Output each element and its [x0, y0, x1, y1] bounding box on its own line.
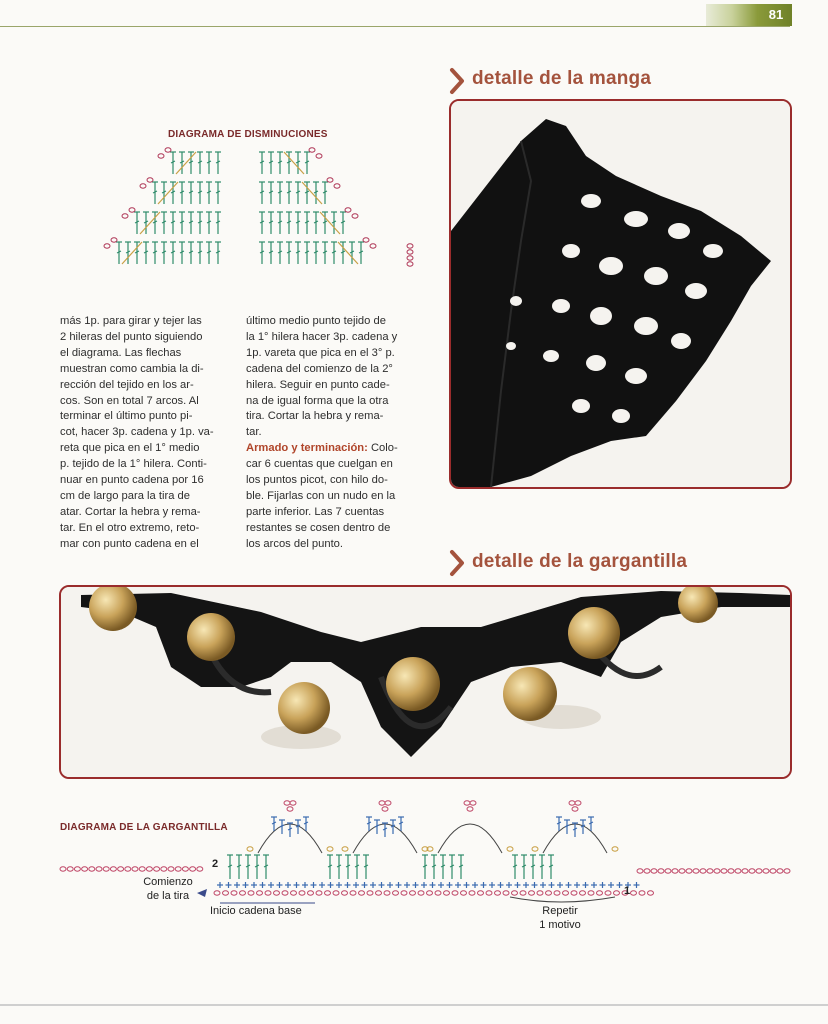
text-line: Colo- — [367, 442, 398, 455]
chain-mark — [316, 891, 322, 895]
chain-mark — [103, 867, 109, 871]
chain-mark — [686, 869, 692, 873]
chain-mark — [644, 869, 650, 873]
chain-mark — [118, 867, 124, 871]
text-line: último medio punto tejido de — [246, 315, 386, 327]
chain-mark — [679, 869, 685, 873]
chain-mark — [486, 891, 492, 895]
chain-mark — [749, 869, 755, 873]
chain-mark — [367, 891, 373, 895]
decrease-diagram-title: DIAGRAMA DE DISMINUCIONES — [168, 129, 328, 140]
text-line: la 1° hilera hacer 3p. cadena y — [246, 330, 398, 343]
chain-mark — [165, 148, 171, 152]
chain-mark — [376, 891, 382, 895]
chain-mark — [728, 869, 734, 873]
chain-mark — [777, 869, 783, 873]
chain-mark — [784, 869, 790, 873]
repeat-label — [515, 904, 605, 932]
chain-mark — [614, 891, 620, 895]
text-line: 1p. vareta que pica en el 3° p. — [246, 346, 395, 359]
chain-mark — [350, 891, 356, 895]
chain-mark — [282, 891, 288, 895]
arrow-mark — [158, 182, 178, 204]
text-line: p. tejido de la 1° hilera. Conti- — [60, 458, 207, 471]
chain-mark — [470, 801, 476, 805]
text-line: cadena del comienzo de la 2° — [246, 362, 393, 375]
page-number: 81 — [768, 7, 784, 22]
text-line: cos. Son en total 7 arcos. Al — [60, 394, 199, 407]
chain-mark — [197, 867, 203, 871]
chain-mark — [82, 867, 88, 871]
chain-mark — [444, 891, 450, 895]
text-line: muestran como cambia la di- — [60, 362, 204, 375]
text-line: ble. Fijarlas con un nudo en la — [246, 489, 396, 502]
sleeve-illustration — [451, 101, 790, 487]
chain-mark — [334, 184, 340, 188]
chain-mark — [265, 891, 271, 895]
text-line: tar. En el otro extremo, reto- — [60, 521, 200, 534]
chain-mark — [190, 867, 196, 871]
start-label-line: de la tira — [146, 890, 190, 902]
chain-mark — [104, 244, 110, 248]
text-line: el diagrama. Las flechas — [60, 346, 182, 359]
chain-mark — [122, 214, 128, 218]
chain-mark — [125, 867, 131, 871]
chain-mark — [110, 867, 116, 871]
chain-mark — [637, 869, 643, 873]
chain-mark — [290, 801, 296, 805]
sleeve-photo — [449, 99, 792, 489]
chain-mark — [520, 891, 526, 895]
start-label — [128, 875, 208, 903]
chain-mark — [327, 178, 333, 182]
chain-mark — [735, 869, 741, 873]
text-line: mar con punto cadena en el — [60, 537, 199, 550]
chain-mark — [214, 891, 220, 895]
chain-mark — [257, 891, 263, 895]
chain-mark — [401, 891, 407, 895]
chain-mark — [478, 891, 484, 895]
arrow-mark — [140, 212, 160, 234]
chain-mark — [146, 867, 152, 871]
row-number-1: 1 — [623, 885, 631, 897]
chain-mark — [597, 891, 603, 895]
top-rule — [0, 26, 790, 27]
text-line: hilera. Seguir en punto cade- — [246, 378, 390, 391]
chain-mark — [129, 208, 135, 212]
chain-mark — [168, 867, 174, 871]
chain-mark — [384, 891, 390, 895]
chain-mark — [407, 262, 413, 266]
chain-mark — [223, 891, 229, 895]
chain-mark — [147, 178, 153, 182]
chain-mark — [700, 869, 706, 873]
chain-mark — [382, 807, 388, 811]
text-line: cot, hacer 3p. cadena y 1p. va- — [60, 426, 214, 439]
chain-mark — [407, 244, 413, 248]
necklace-detail-heading: detalle de la gargantilla — [472, 551, 688, 572]
chain-mark — [495, 891, 501, 895]
chain-mark — [385, 801, 391, 805]
text-line: na de igual forma que la otra — [246, 394, 389, 407]
chain-mark — [333, 891, 339, 895]
chain-mark — [342, 847, 348, 851]
chain-mark — [299, 891, 305, 895]
chain-mark — [175, 867, 181, 871]
chain-mark — [60, 867, 66, 871]
row-number-2: 2 — [211, 858, 219, 870]
assembly-heading: Armado y terminación: — [246, 442, 368, 455]
chain-mark — [503, 891, 509, 895]
chain-mark — [512, 891, 518, 895]
chain-mark — [588, 891, 594, 895]
chain-mark — [605, 891, 611, 895]
chain-mark — [287, 807, 293, 811]
chain-mark — [410, 891, 416, 895]
chain-mark — [132, 867, 138, 871]
chain-mark — [693, 869, 699, 873]
text-line: tira. Cortar la hebra y rema- — [246, 410, 384, 423]
chain-mark — [140, 184, 146, 188]
chain-mark — [327, 847, 333, 851]
chain-mark — [672, 869, 678, 873]
chain-mark — [563, 891, 569, 895]
chain-mark — [721, 869, 727, 873]
chevron-right-icon — [447, 66, 467, 96]
text-line: restantes se cosen dentro de — [246, 521, 391, 534]
chain-mark — [452, 891, 458, 895]
chain-mark — [352, 214, 358, 218]
chain-mark — [231, 891, 237, 895]
chain-mark — [763, 869, 769, 873]
chain-mark — [139, 867, 145, 871]
necklace-illustration — [61, 587, 790, 777]
chain-mark — [648, 891, 654, 895]
chain-mark — [427, 891, 433, 895]
text-column-1 — [60, 314, 235, 553]
arc-mark — [438, 824, 502, 853]
text-line: 2 hileras del punto siguiendo — [60, 330, 203, 343]
chain-mark — [464, 801, 470, 805]
arrow-mark — [122, 242, 142, 264]
text-column-2 — [246, 314, 426, 553]
chain-mark — [363, 238, 369, 242]
chain-mark — [407, 250, 413, 254]
chain-mark — [467, 807, 473, 811]
chain-mark — [284, 801, 290, 805]
chain-mark — [612, 847, 618, 851]
text-line: nuar en punto cadena por 16 — [60, 474, 204, 487]
assembly-paragraph-start — [246, 441, 426, 457]
chain-mark — [571, 891, 577, 895]
chain-mark — [537, 891, 543, 895]
chain-mark — [370, 244, 376, 248]
chain-mark — [316, 154, 322, 158]
chain-mark — [67, 867, 73, 871]
chain-mark — [182, 867, 188, 871]
chain-mark — [325, 891, 331, 895]
chain-mark — [418, 891, 424, 895]
arrow-mark — [176, 152, 196, 174]
chain-mark — [714, 869, 720, 873]
chain-mark — [345, 208, 351, 212]
chain-mark — [74, 867, 80, 871]
chain-mark — [435, 891, 441, 895]
chain-mark — [309, 148, 315, 152]
text-line: los arcos del punto. — [246, 537, 344, 550]
bottom-rule — [0, 1004, 828, 1006]
chain-mark — [158, 154, 164, 158]
chain-mark — [572, 807, 578, 811]
chain-mark — [580, 891, 586, 895]
chain-mark — [393, 891, 399, 895]
text-line: atar. Cortar la hebra y rema- — [60, 505, 201, 518]
chain-mark — [274, 891, 280, 895]
start-label-line: Comienzo — [143, 876, 193, 888]
text-line: tar. — [246, 426, 262, 439]
repeat-bracket — [510, 897, 615, 902]
chain-mark — [407, 256, 413, 260]
necklace-diagram-title: DIAGRAMA DE LA GARGANTILLA — [60, 822, 228, 833]
chain-mark — [89, 867, 95, 871]
chain-mark — [569, 801, 575, 805]
chain-mark — [742, 869, 748, 873]
chain-mark — [529, 891, 535, 895]
sleeve-detail-heading: detalle de la manga — [472, 68, 652, 89]
chain-mark — [770, 869, 776, 873]
chain-mark — [96, 867, 102, 871]
chain-mark — [291, 891, 297, 895]
chain-mark — [161, 867, 167, 871]
repeat-label-line: 1 motivo — [539, 919, 581, 931]
text-line: terminar el último punto pi- — [60, 410, 193, 423]
chain-mark — [507, 847, 513, 851]
necklace-photo — [59, 585, 792, 779]
chain-mark — [575, 801, 581, 805]
chevron-right-icon — [447, 548, 467, 578]
chain-mark — [342, 891, 348, 895]
chain-mark — [546, 891, 552, 895]
decrease-diagram — [60, 146, 420, 274]
repeat-label-line: Repetir — [542, 905, 578, 917]
chain-mark — [111, 238, 117, 242]
text-line: rección del tejido en los ar- — [60, 378, 194, 391]
chain-mark — [639, 891, 645, 895]
chain-mark — [379, 801, 385, 805]
chain-mark — [707, 869, 713, 873]
chain-mark — [554, 891, 560, 895]
chain-mark — [658, 869, 664, 873]
chain-mark — [469, 891, 475, 895]
chain-mark — [247, 847, 253, 851]
chain-mark — [651, 869, 657, 873]
chain-mark — [154, 867, 160, 871]
chain-mark — [240, 891, 246, 895]
chain-mark — [308, 891, 314, 895]
chain-mark — [756, 869, 762, 873]
text-line: los puntos picot, con hilo do- — [246, 474, 388, 487]
text-line: cm de largo para la tira de — [60, 489, 190, 502]
text-line: reta que pica en el 1° medio — [60, 442, 200, 455]
chain-mark — [248, 891, 254, 895]
chain-mark — [532, 847, 538, 851]
chain-mark — [359, 891, 365, 895]
text-line: parte inferior. Las 7 cuentas — [246, 505, 385, 518]
text-line: más 1p. para girar y tejer las — [60, 315, 202, 327]
chain-mark — [461, 891, 467, 895]
chain-mark — [665, 869, 671, 873]
text-line: car 6 cuentas que cuelgan en — [246, 458, 393, 471]
base-chain-label: Inicio cadena base — [210, 905, 302, 917]
